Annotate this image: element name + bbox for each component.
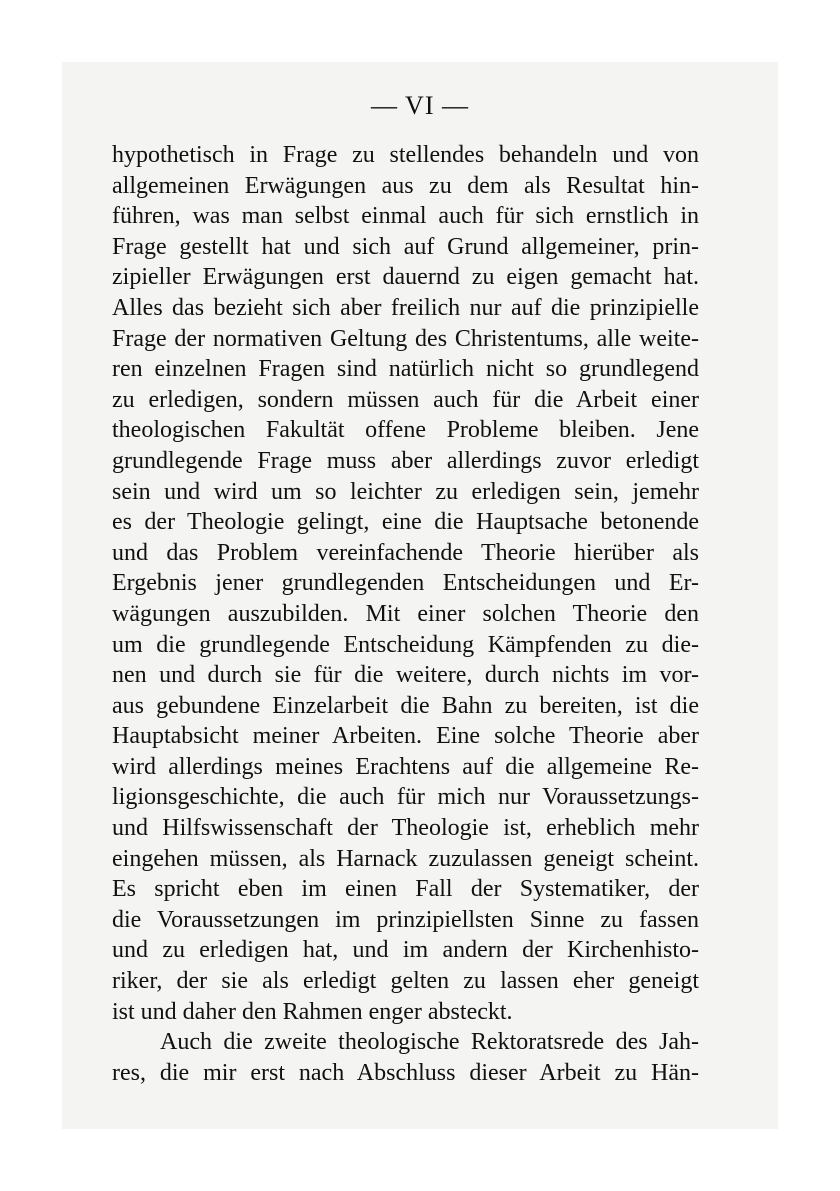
paragraph-start-line: Auch die zweite theologische Rektoratsrede des Jah- — [160, 1029, 699, 1056]
text-line: Frage der normativen Geltung des Christentums, alle weite- — [112, 325, 699, 352]
text-line: Hauptabsicht meiner Arbeiten. Eine solche Theorie aber — [112, 723, 699, 750]
text-line: zipieller Erwägungen erst dauernd zu eigen gemacht hat. — [112, 264, 699, 291]
text-line: res, die mir erst nach Abschluss dieser Arbeit zu Hän- — [112, 1059, 699, 1086]
paragraph-end-line: ist und daher den Rahmen enger absteckt. — [112, 998, 513, 1025]
text-line: Frage gestellt hat und sich auf Grund allgemeiner, prin- — [112, 233, 699, 260]
text-line: und Hilfswissenschaft der Theologie ist, erheblich mehr — [112, 815, 699, 842]
text-line: Es spricht eben im einen Fall der Systematiker, der — [112, 876, 699, 903]
text-line: riker, der sie als erledigt gelten zu lassen eher geneigt — [112, 968, 699, 995]
text-line: sein und wird um so leichter zu erledigen sein, jemehr — [112, 478, 699, 505]
text-line: und das Problem vereinfachende Theorie hierüber als — [112, 539, 699, 566]
text-line: ren einzelnen Fragen sind natürlich nicht so grundlegend — [112, 356, 699, 383]
text-line: aus gebundene Einzelarbeit die Bahn zu bereiten, ist die — [112, 692, 699, 719]
text-line: allgemeinen Erwägungen aus zu dem als Resultat hin- — [112, 172, 699, 199]
text-line: und zu erledigen hat, und im andern der Kirchenhisto- — [112, 937, 699, 964]
text-line: wird allerdings meines Erachtens auf die allgemeine Re- — [112, 753, 699, 780]
page-number: — VI — — [371, 91, 469, 120]
text-line: grundlegende Frage muss aber allerdings zuvor erledigt — [112, 447, 699, 474]
text-line: zu erledigen, sondern müssen auch für die Arbeit einer — [112, 386, 699, 413]
text-line: theologischen Fakultät offene Probleme bleiben. Jene — [112, 417, 699, 444]
text-line: wägungen auszubilden. Mit einer solchen Theorie den — [112, 600, 699, 627]
text-line: Ergebnis jener grundlegenden Entscheidungen und Er- — [112, 570, 699, 597]
text-line: es der Theologie gelingt, eine die Hauptsache betonende — [112, 509, 699, 536]
text-line: um die grundlegende Entscheidung Kämpfenden zu die- — [112, 631, 699, 658]
body-text — [112, 140, 699, 1088]
text-line: ligionsgeschichte, die auch für mich nur Voraussetzungs- — [112, 784, 699, 811]
text-line: hypothetisch in Frage zu stellendes behandeln und von — [112, 142, 699, 168]
text-line: führen, was man selbst einmal auch für sich ernstlich in — [112, 203, 699, 230]
text-line: nen und durch sie für die weitere, durch nichts im vor- — [112, 662, 699, 689]
text-line: die Voraussetzungen im prinzipiellsten Sinne zu fassen — [112, 906, 699, 933]
text-line: Alles das bezieht sich aber freilich nur auf die prinzipielle — [112, 294, 699, 321]
text-line: eingehen müssen, als Harnack zuzulassen geneigt scheint. — [112, 845, 699, 872]
